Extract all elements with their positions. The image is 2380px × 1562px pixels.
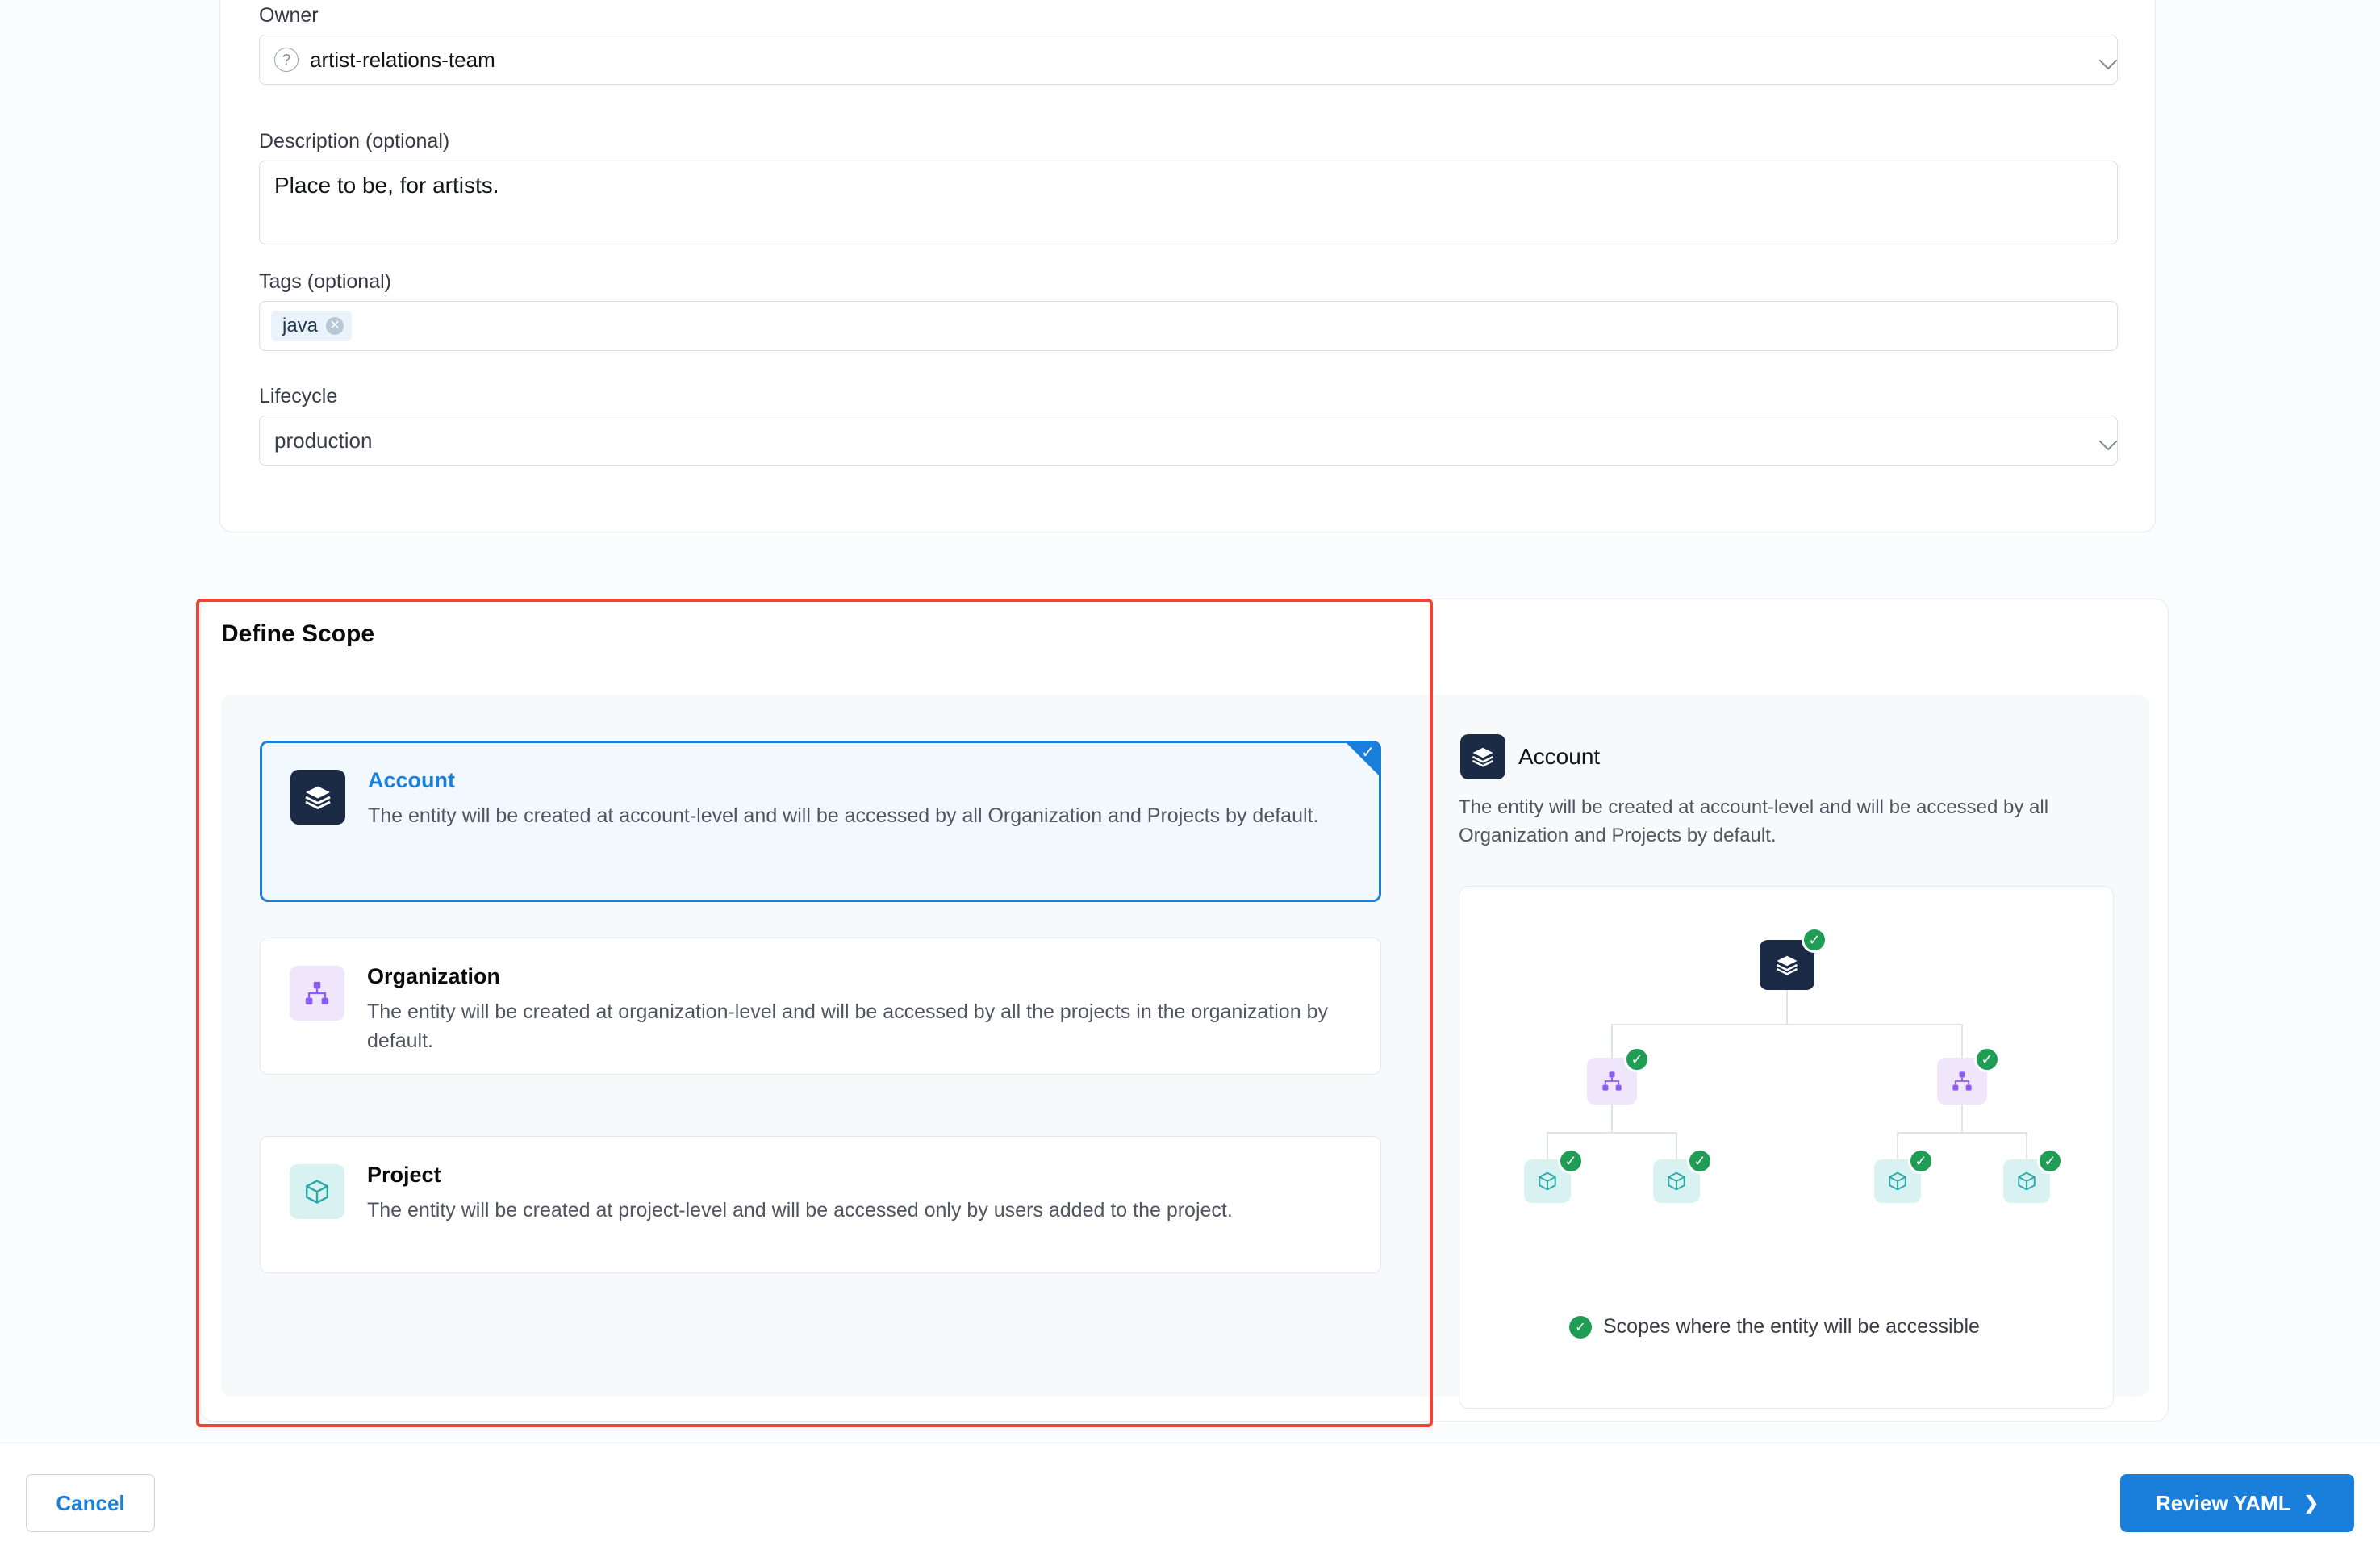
question-icon: ? [274,48,299,72]
tag-chip[interactable] [271,311,352,341]
tags-label: Tags (optional) [259,270,391,293]
cube-icon [290,1164,344,1219]
tree-line [1897,1132,2027,1134]
scope-option-organization[interactable] [260,938,1381,1075]
check-circle-icon: ✓ [1802,927,1827,953]
close-circle-icon[interactable]: ✕ [326,317,344,335]
scope-option-account-description: The entity will be created at account-level and will be accessed by all Organization and Projects by default. [368,804,1319,827]
check-circle-icon: ✓ [1908,1148,1934,1174]
check-circle-icon: ✓ [1687,1148,1713,1174]
lifecycle-label: Lifecycle [259,385,338,407]
scope-option-project-description: The entity will be created at project-level and will be accessed only by users added to the project. [367,1199,1233,1222]
layers-icon [1460,734,1505,779]
footer-bar [0,1443,2380,1562]
layers-icon [290,770,345,825]
page-title: Define Scope [221,620,375,647]
scope-option-organization-title: Organization [367,964,501,988]
review-yaml-label: Review YAML [2155,1490,2291,1515]
tree-line [1897,1132,1898,1159]
description-textarea[interactable] [259,161,2118,244]
tree-line [1547,1132,1677,1134]
description-label: Description (optional) [259,130,450,152]
owner-value: artist-relations-team [310,47,495,72]
preview-title: Account [1518,744,1601,769]
scope-option-account[interactable] [260,741,1381,902]
preview-description: The entity will be created at account-level and will be accessed by all Organization and Projects by default. [1459,796,2049,846]
tree-line [1547,1132,1548,1159]
description-value: Place to be, for artists. [274,173,499,198]
scope-option-organization-description: The entity will be created at organization-level and will be accessed by all the projects in the organization by default. [367,1000,1328,1052]
check-circle-icon: ✓ [1624,1046,1650,1072]
tag-chip-label: java [282,315,319,336]
scope-option-project-title: Project [367,1163,441,1187]
org-chart-icon [290,966,344,1021]
check-circle-icon: ✓ [2037,1148,2063,1174]
check-circle-icon: ✓ [1558,1148,1584,1174]
tree-line [1676,1132,1677,1159]
check-circle-icon: ✓ [1569,1316,1592,1339]
tags-input[interactable] [259,301,2118,351]
scope-option-project[interactable] [260,1136,1381,1273]
tree-line [1611,1103,1613,1132]
chevron-right-icon: ❯ [2303,1493,2319,1513]
lifecycle-value: production [274,428,373,453]
lifecycle-select[interactable] [259,416,2118,466]
review-yaml-button[interactable] [2120,1474,2354,1532]
tree-line [1786,990,1788,1025]
owner-select[interactable] [259,35,2118,85]
tree-line [1611,1024,1963,1025]
cancel-button[interactable]: Cancel [26,1474,155,1532]
tree-line [1611,1024,1613,1058]
tree-line [1961,1024,1963,1058]
check-icon: ✓ [1361,744,1375,762]
diagram-legend-label: Scopes where the entity will be accessible [1603,1315,1980,1338]
owner-label: Owner [259,4,319,27]
diagram-legend [1569,1315,1980,1339]
tree-line [2026,1132,2027,1159]
scope-option-account-title: Account [368,768,455,792]
tree-line [1961,1103,1963,1132]
check-circle-icon: ✓ [1974,1046,2000,1072]
entity-details-card [219,0,2156,532]
